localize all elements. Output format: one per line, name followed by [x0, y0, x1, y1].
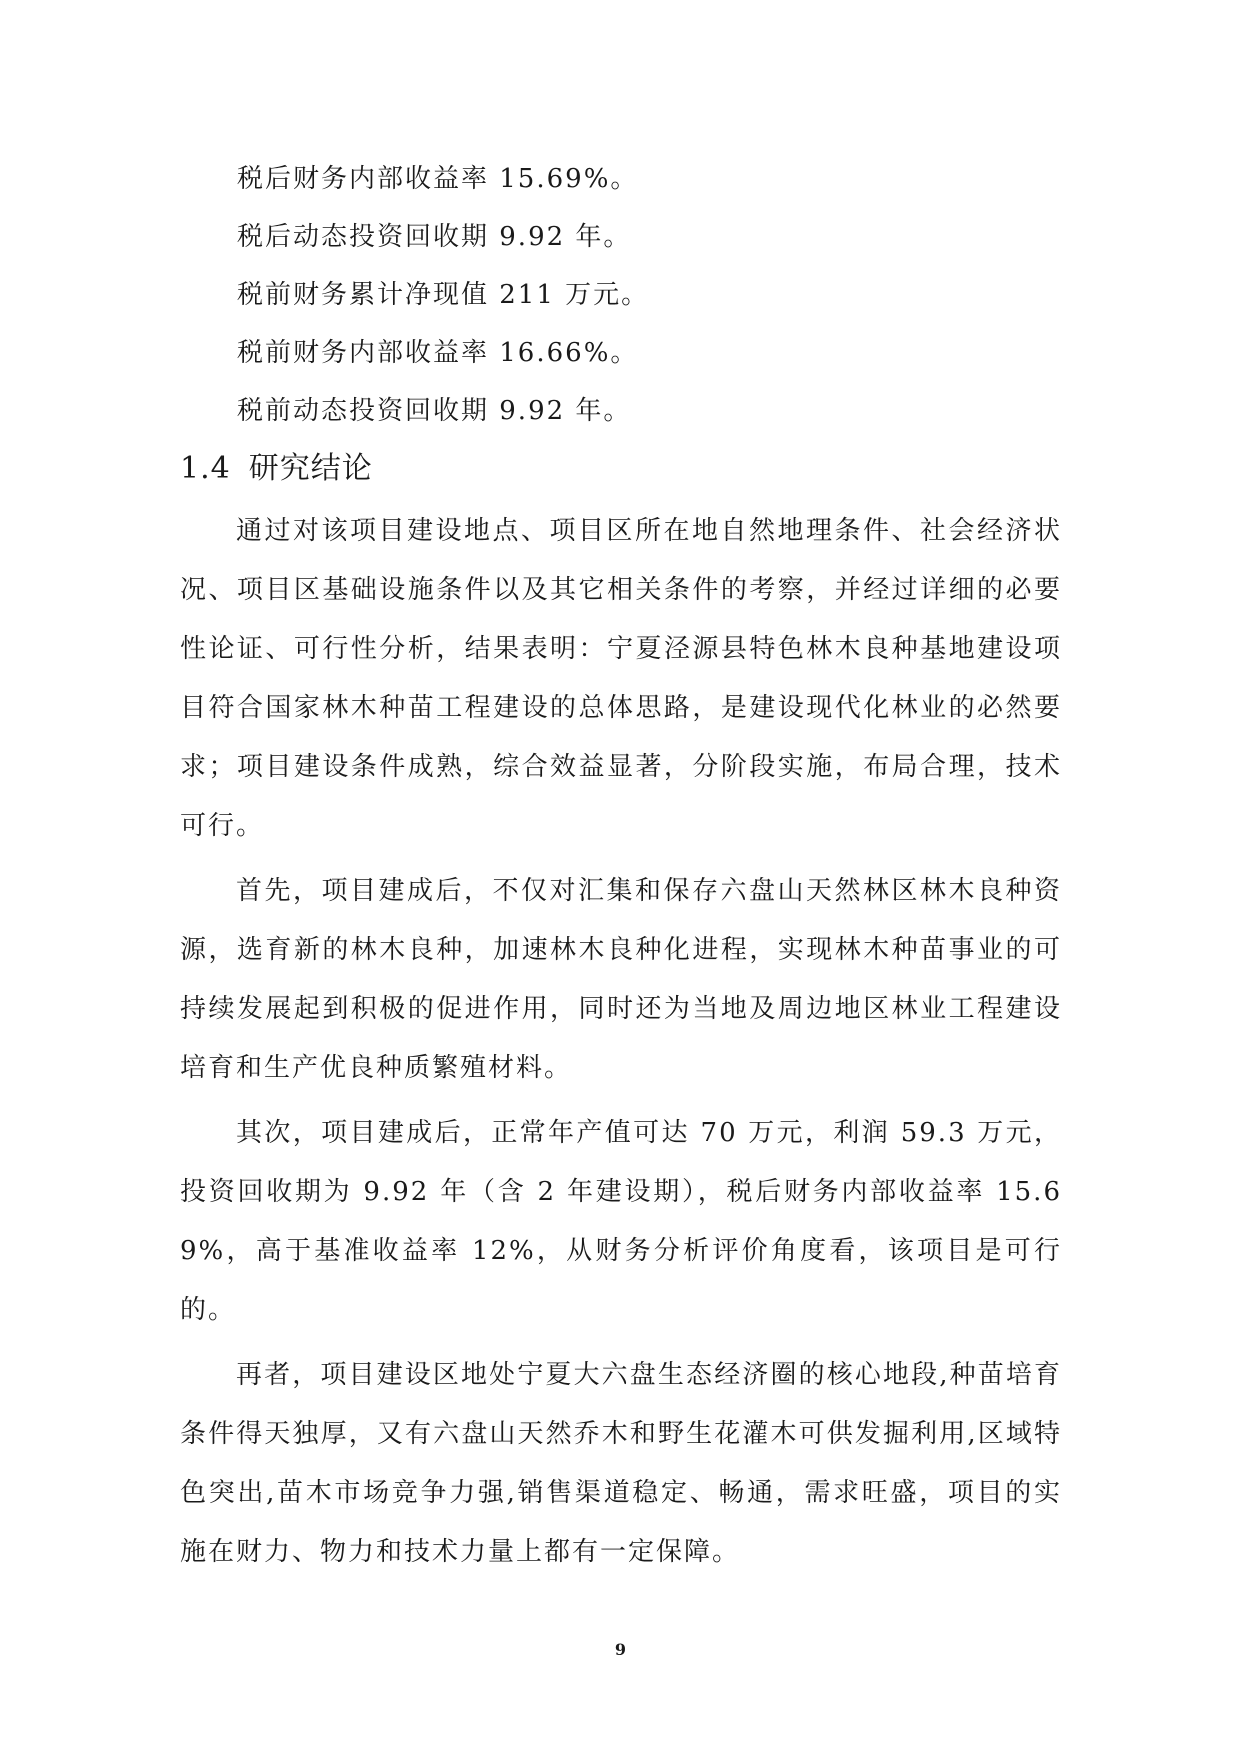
section-number: 1.4	[180, 451, 231, 486]
page-number: 9	[614, 1640, 627, 1659]
metric-line: 税后动态投资回收期 9.92 年。	[237, 222, 632, 252]
paragraph: 再者，项目建设区地处宁夏大六盘生态经济圈的核心地段,种苗培育条件得天独厚，又有六盘山天然乔木和野生花灌木可供发掘利用,区域特色突出,苗木市场竞争力强,销售渠道稳定、畅通，需求旺盛，项目的实施在财力、物力和技术力量上都有一定保障。	[180, 1360, 1062, 1567]
paragraph: 其次，项目建成后，正常年产值可达 70 万元，利润 59.3 万元，投资回收期为 9.92 年（含 2 年建设期），税后财务内部收益率 15.69%，高于基准收益率 12%，从财务分析评价角度看，该项目是可行的。	[180, 1118, 1062, 1325]
paragraph: 通过对该项目建设地点、项目区所在地自然地理条件、社会经济状况、项目区基础设施条件以及其它相关条件的考察，并经过详细的必要性论证、可行性分析，结果表明：宁夏泾源县特色林木良种基地建设项目符合国家林木种苗工程建设的总体思路，是建设现代化林业的必然要求；项目建设条件成熟，综合效益显著，分阶段实施，布局合理，技术可行。	[180, 516, 1062, 841]
metric-line: 税前动态投资回收期 9.92 年。	[237, 396, 632, 426]
paragraph: 首先，项目建成后，不仅对汇集和保存六盘山天然林区林木良种资源，选育新的林木良种，加速林木良种化进程，实现林木种苗事业的可持续发展起到积极的促进作用，同时还为当地及周边地区林业工程建设培育和生产优良种质繁殖材料。	[180, 876, 1062, 1083]
document-page	[180, 150, 1062, 1588]
section-title: 研究结论	[248, 451, 373, 486]
metric-line: 税前财务累计净现值 211 万元。	[237, 280, 650, 310]
metric-line: 税后财务内部收益率 15.69%。	[237, 164, 639, 194]
section-heading	[180, 442, 1062, 496]
metric-line: 税前财务内部收益率 16.66%。	[237, 338, 639, 368]
